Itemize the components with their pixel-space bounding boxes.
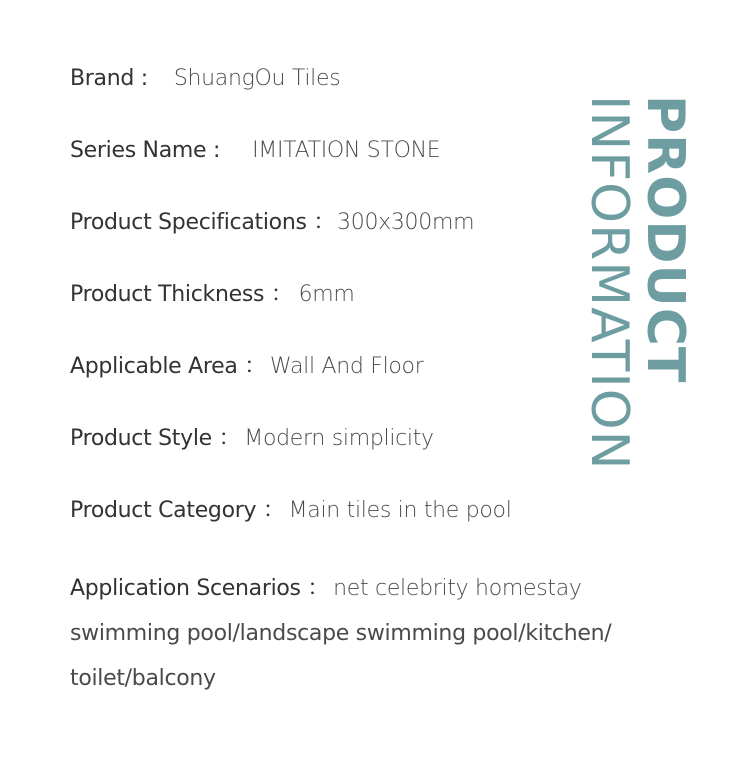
spec-value: Wall And Floor bbox=[269, 354, 424, 379]
spec-row-series-name bbox=[70, 134, 650, 206]
spec-row-brand bbox=[70, 62, 650, 134]
spec-row-style bbox=[70, 422, 650, 494]
product-spec-list bbox=[70, 62, 650, 566]
spec-label: Applicable Area bbox=[70, 354, 238, 379]
scenario-line-1 bbox=[70, 566, 670, 611]
scenario-value: net celebrity homestay bbox=[333, 576, 582, 601]
spec-value: 300x300mm bbox=[337, 210, 475, 235]
spec-label: Brand bbox=[70, 66, 135, 91]
scenario-colon: ： bbox=[300, 576, 330, 601]
spec-row-thickness bbox=[70, 278, 650, 350]
spec-colon: : bbox=[206, 138, 221, 163]
spec-colon: : bbox=[134, 66, 148, 91]
spec-colon: ： bbox=[237, 354, 266, 379]
spec-value: Main tiles in the pool bbox=[288, 498, 512, 523]
spec-value: Modern simplicity bbox=[244, 426, 434, 451]
spec-value: ShuangOu Tiles bbox=[173, 66, 341, 91]
product-information-title bbox=[575, 95, 705, 525]
scenario-line-3: toilet/balcony bbox=[70, 666, 216, 691]
scenario-line-2: swimming pool/landscape swimming pool/kitchen/ bbox=[70, 621, 612, 646]
spec-colon: ： bbox=[256, 498, 285, 523]
scenario-label: Application Scenarios bbox=[70, 576, 301, 601]
spec-label: Product Style bbox=[70, 426, 212, 451]
spec-label: Product Specifications bbox=[70, 210, 307, 235]
spec-colon: ： bbox=[306, 210, 336, 235]
application-scenarios bbox=[70, 566, 670, 701]
spec-value: IMITATION STONE bbox=[252, 138, 441, 163]
spec-row-specifications bbox=[70, 206, 650, 278]
spec-value: 6mm bbox=[298, 282, 355, 307]
spec-label: Series Name bbox=[70, 138, 207, 163]
spec-label: Product Category bbox=[70, 498, 257, 523]
spec-label: Product Thickness bbox=[70, 282, 265, 307]
side-title-information: INFORMATION bbox=[579, 95, 639, 471]
spec-colon: ： bbox=[264, 282, 293, 307]
side-title-product: PRODUCT bbox=[635, 95, 695, 384]
spec-row-applicable-area bbox=[70, 350, 650, 422]
spec-colon: ： bbox=[211, 426, 241, 451]
spec-row-category bbox=[70, 494, 650, 566]
